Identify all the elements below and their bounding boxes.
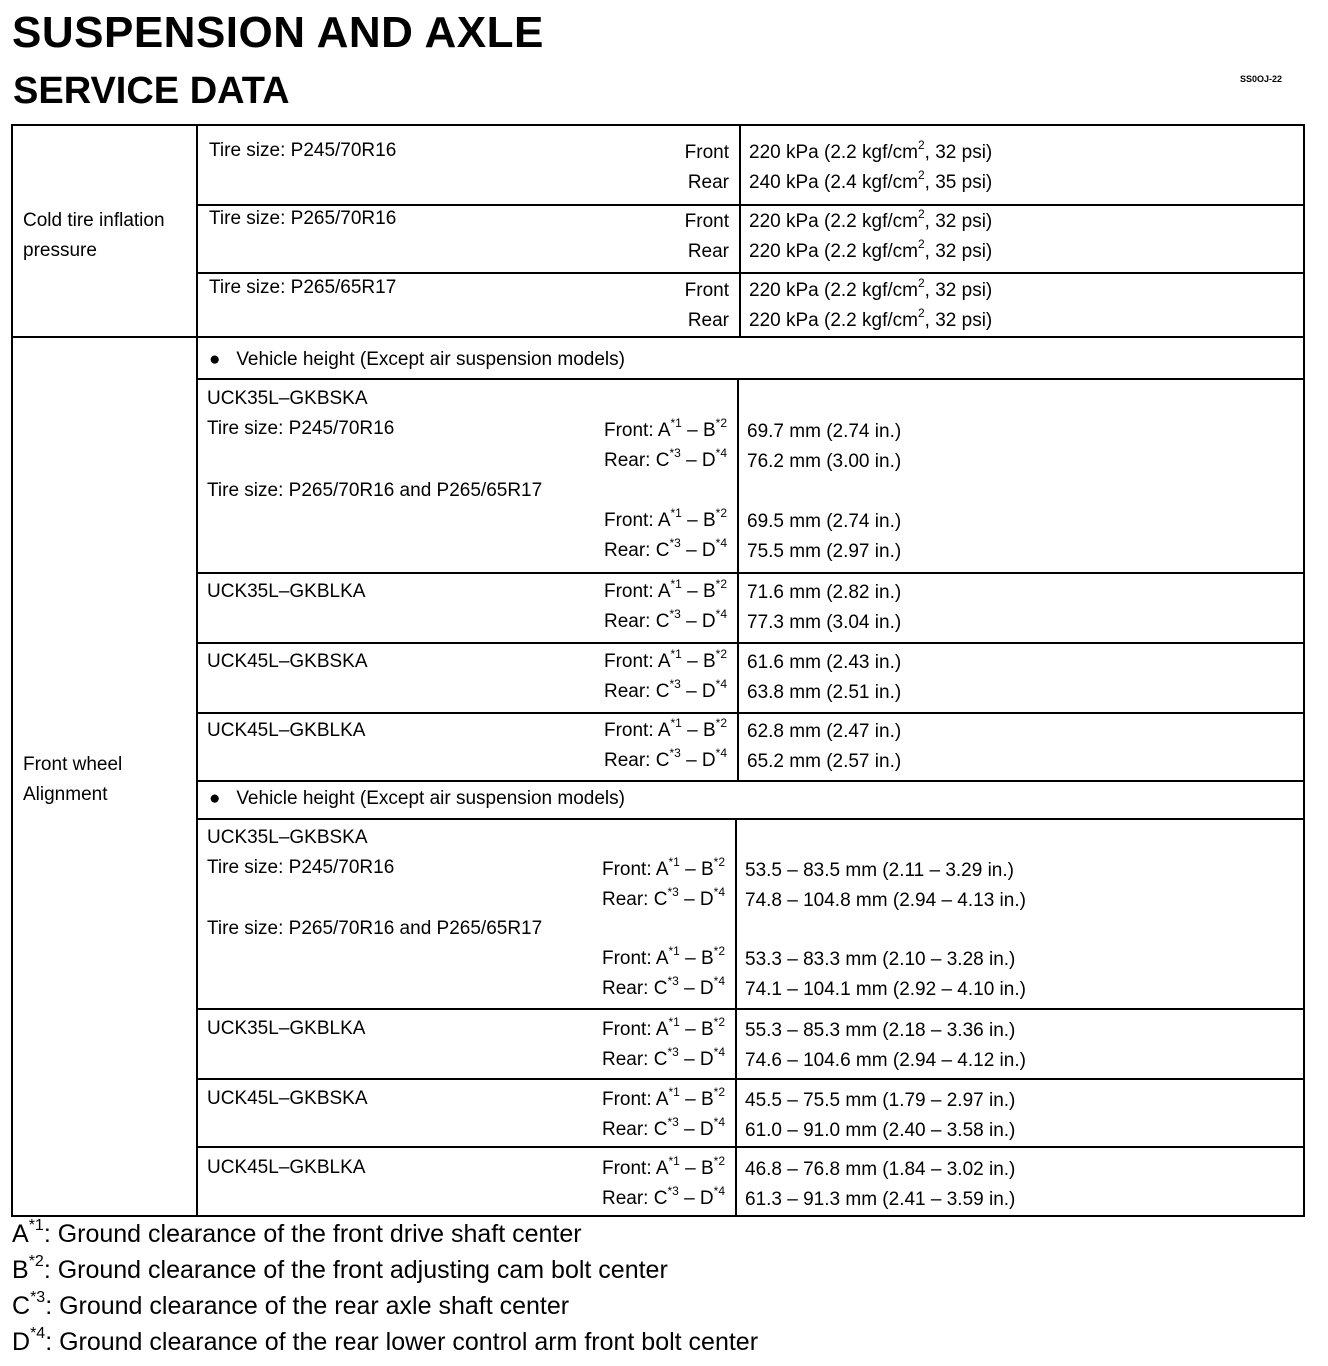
height-range: 53.5 – 83.5 mm (2.11 – 3.29 in.) <box>745 860 1014 881</box>
rear-spec: Rear: $C^{*3} - D^{*4}$ <box>603 606 727 632</box>
height-range: 61.0 – 91.0 mm (2.40 – 3.58 in.) <box>745 1120 1016 1141</box>
rear-spec: Rear: $C^{*3} - D^{*4}$ <box>603 676 727 702</box>
row-divider <box>198 378 1303 380</box>
tire-size: Tire size: P265/70R16 and P265/65R17 <box>207 480 543 501</box>
model-code: UCK45L–GKBSKA <box>207 1088 368 1109</box>
height-range: 53.3 – 83.3 mm (2.10 – 3.28 in.) <box>745 949 1016 970</box>
footnote: $A^{*1}$: Ground clearance of the front drive shaft center <box>12 1216 582 1248</box>
footnote: $C^{*3}$: Ground clearance of the rear axle shaft center <box>12 1288 570 1320</box>
tire-size: Tire size: P245/70R16 <box>207 418 395 439</box>
section-title: SERVICE DATA <box>13 70 290 112</box>
pressure-value: 220 kPa (2.2 kgf/$cm^2$, 32 psi) <box>749 137 993 163</box>
front-label: Front <box>684 280 729 301</box>
value-divider <box>739 126 741 336</box>
rear-label: Rear <box>687 241 729 262</box>
tire-size: Tire size: P265/70R16 and P265/65R17 <box>207 918 543 939</box>
front-spec: Front: $A^{*1} - B^{*2}$ <box>601 854 725 880</box>
rear-spec: Rear: $C^{*3} - D^{*4}$ <box>601 1183 725 1209</box>
front-spec: Front: $A^{*1} - B^{*2}$ <box>601 1084 725 1110</box>
height-range: 74.6 – 104.6 mm (2.94 – 4.12 in.) <box>745 1050 1026 1071</box>
page-title: SUSPENSION AND AXLE <box>12 8 544 57</box>
footnote: $B^{*2}$: Ground clearance of the front adjusting cam bolt center <box>12 1252 668 1284</box>
model-code: UCK35L–GKBSKA <box>207 827 368 848</box>
rear-label: Rear <box>687 310 729 331</box>
model-code: UCK35L–GKBSKA <box>207 388 368 409</box>
front-label: Front <box>684 142 729 163</box>
tire-size: Tire size: P265/65R17 <box>209 277 397 298</box>
page-code: SS0OJ-22 <box>1240 74 1283 84</box>
height-value: 75.5 mm (2.97 in.) <box>747 541 902 562</box>
front-spec: Front: $A^{*1} - B^{*2}$ <box>603 505 727 531</box>
height-value: 63.8 mm (2.51 in.) <box>747 682 902 703</box>
rear-spec: Rear: $C^{*3} - D^{*4}$ <box>601 1044 725 1070</box>
rear-spec: Rear: $C^{*3} - D^{*4}$ <box>603 445 727 471</box>
height-value: 71.6 mm (2.82 in.) <box>747 582 902 603</box>
tire-size: Tire size: P265/70R16 <box>209 208 397 229</box>
pressure-value: 220 kPa (2.2 kgf/$cm^2$, 32 psi) <box>749 305 993 331</box>
row-divider <box>13 336 1303 338</box>
front-spec: Front: $A^{*1} - B^{*2}$ <box>603 646 727 672</box>
model-code: UCK45L–GKBLKA <box>207 720 366 741</box>
height-value: 61.6 mm (2.43 in.) <box>747 652 902 673</box>
height-value: 69.5 mm (2.74 in.) <box>747 511 902 532</box>
height-range: 46.8 – 76.8 mm (1.84 – 3.02 in.) <box>745 1159 1016 1180</box>
front-spec: Front: $A^{*1} - B^{*2}$ <box>601 1014 725 1040</box>
service-data-table <box>11 124 1305 1217</box>
section-heading: ● Vehicle height (Except air suspension models) <box>209 788 625 809</box>
row-divider <box>198 1008 1303 1010</box>
rear-spec: Rear: $C^{*3} - D^{*4}$ <box>601 973 725 999</box>
row-divider <box>198 572 1303 574</box>
front-spec: Front: $A^{*1} - B^{*2}$ <box>603 576 727 602</box>
value-divider <box>735 818 737 1215</box>
alignment-label: Front wheel Alignment <box>23 754 123 805</box>
row-divider <box>198 780 1303 782</box>
front-label: Front <box>684 211 729 232</box>
pressure-value: 240 kPa (2.4 kgf/$cm^2$, 35 psi) <box>749 167 993 193</box>
pressure-value: 220 kPa (2.2 kgf/$cm^2$, 32 psi) <box>749 275 993 301</box>
rear-spec: Rear: $C^{*3} - D^{*4}$ <box>603 535 727 561</box>
height-range: 45.5 – 75.5 mm (1.79 – 2.97 in.) <box>745 1090 1016 1111</box>
model-code: UCK35L–GKBLKA <box>207 1018 366 1039</box>
row-divider <box>198 1146 1303 1148</box>
tire-size: Tire size: P245/70R16 <box>209 140 397 161</box>
height-value: 76.2 mm (3.00 in.) <box>747 451 902 472</box>
height-range: 61.3 – 91.3 mm (2.41 – 3.59 in.) <box>745 1189 1016 1210</box>
rear-spec: Rear: $C^{*3} - D^{*4}$ <box>603 745 727 771</box>
rear-spec: Rear: $C^{*3} - D^{*4}$ <box>601 1114 725 1140</box>
front-spec: Front: $A^{*1} - B^{*2}$ <box>601 943 725 969</box>
model-code: UCK35L–GKBLKA <box>207 581 366 602</box>
front-spec: Front: $A^{*1} - B^{*2}$ <box>603 415 727 441</box>
rear-label: Rear <box>687 172 729 193</box>
tire-size: Tire size: P245/70R16 <box>207 857 395 878</box>
height-range: 74.8 – 104.8 mm (2.94 – 4.13 in.) <box>745 890 1026 911</box>
front-spec: Front: $A^{*1} - B^{*2}$ <box>603 715 727 741</box>
height-value: 77.3 mm (3.04 in.) <box>747 612 902 633</box>
front-spec: Front: $A^{*1} - B^{*2}$ <box>601 1153 725 1179</box>
cold-tire-label: Cold tire inflation pressure <box>23 210 165 261</box>
category-column <box>13 126 198 1215</box>
row-divider <box>198 818 1303 820</box>
height-range: 74.1 – 104.1 mm (2.92 – 4.10 in.) <box>745 979 1026 1000</box>
height-value: 69.7 mm (2.74 in.) <box>747 421 902 442</box>
rear-spec: Rear: $C^{*3} - D^{*4}$ <box>601 884 725 910</box>
model-code: UCK45L–GKBLKA <box>207 1157 366 1178</box>
pressure-value: 220 kPa (2.2 kgf/$cm^2$, 32 psi) <box>749 236 993 262</box>
height-value: 62.8 mm (2.47 in.) <box>747 721 902 742</box>
section-heading: ● Vehicle height (Except air suspension models) <box>209 349 625 370</box>
row-divider <box>198 642 1303 644</box>
row-divider <box>198 1078 1303 1080</box>
height-value: 65.2 mm (2.57 in.) <box>747 751 902 772</box>
footnote: $D^{*4}$: Ground clearance of the rear lower control arm front bolt center <box>12 1324 759 1356</box>
value-divider <box>737 378 739 780</box>
height-range: 55.3 – 85.3 mm (2.18 – 3.36 in.) <box>745 1020 1016 1041</box>
row-divider <box>198 712 1303 714</box>
pressure-value: 220 kPa (2.2 kgf/$cm^2$, 32 psi) <box>749 206 993 232</box>
model-code: UCK45L–GKBSKA <box>207 651 368 672</box>
